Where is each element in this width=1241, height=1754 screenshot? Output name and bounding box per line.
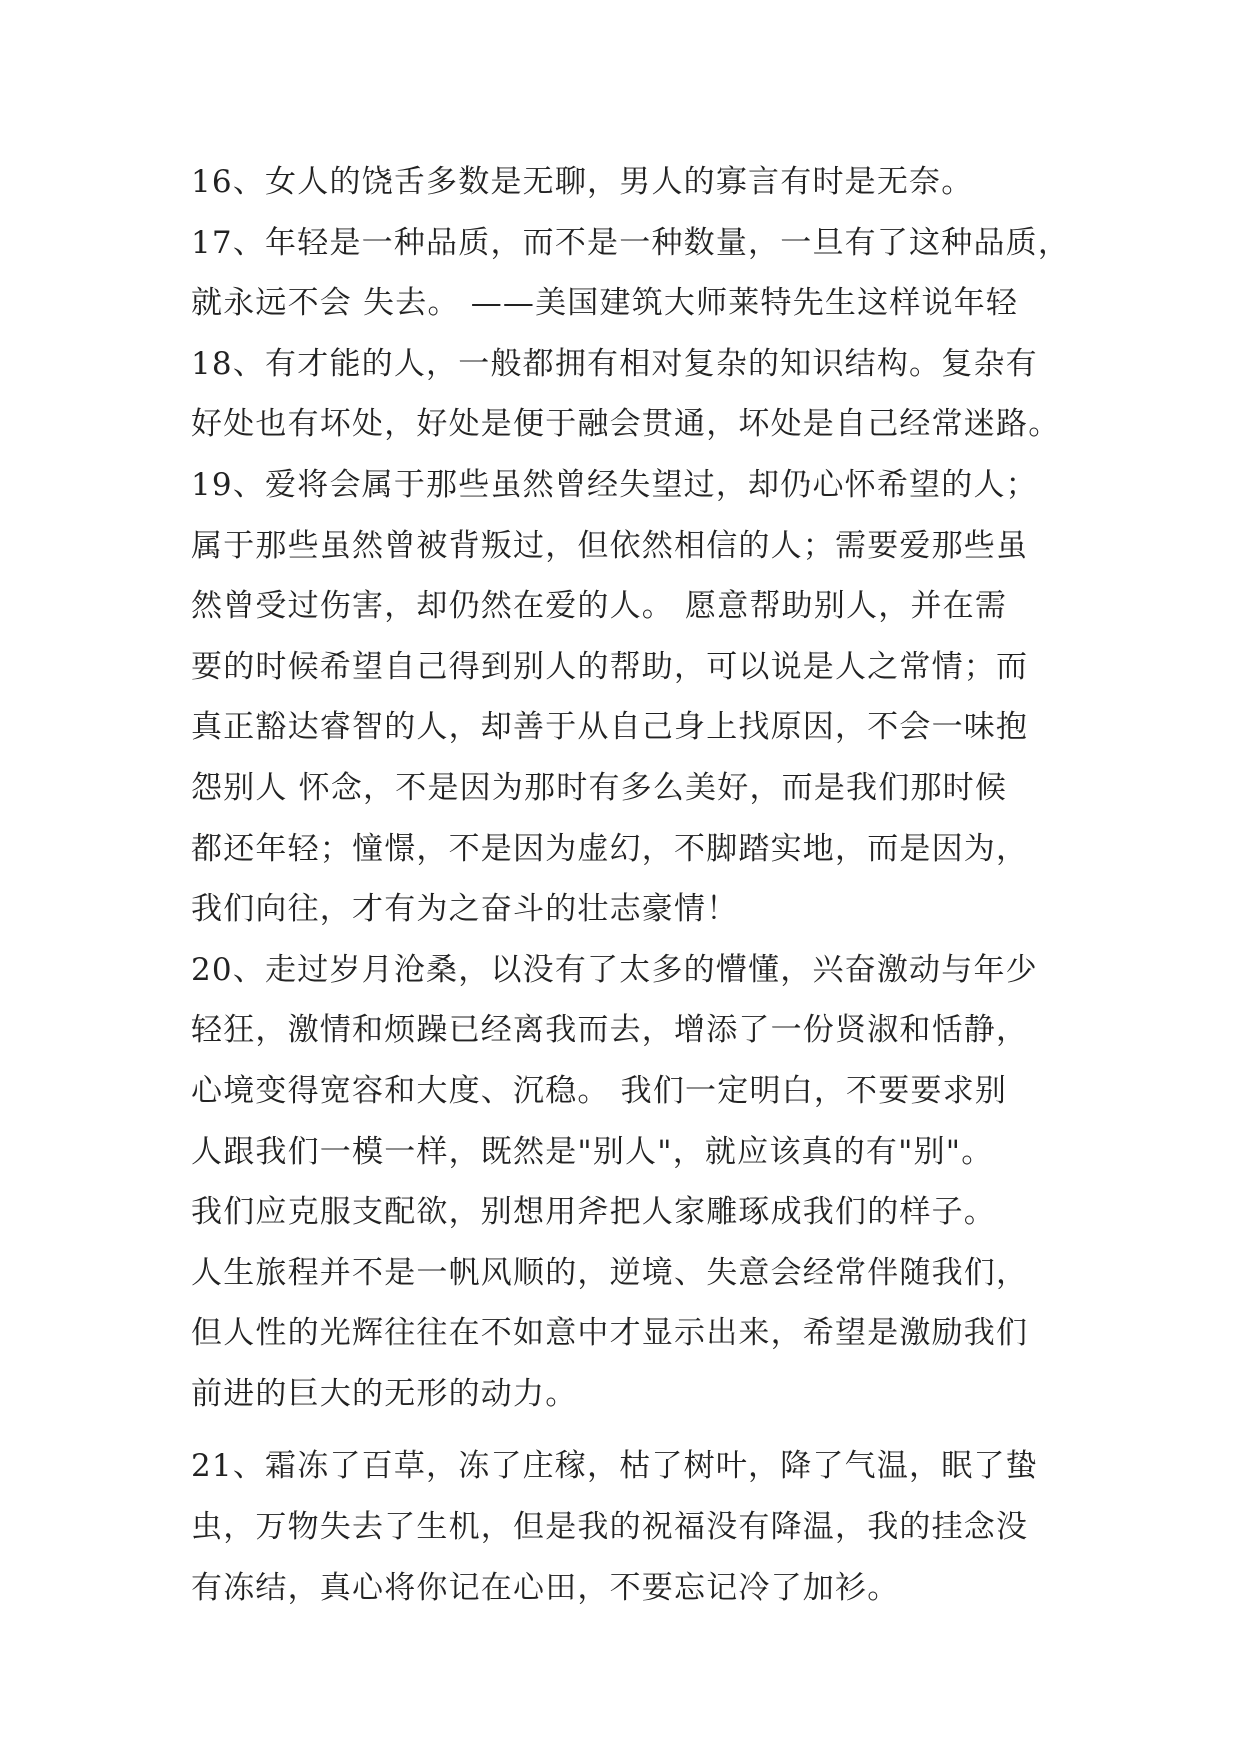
document-body (191, 152, 1071, 1618)
text-line: 我们应克服支配欲，别想用斧把人家雕琢成我们的样子。 (191, 1194, 996, 1231)
text-line: 但人性的光辉往往在不如意中才显示出来，希望是激励我们 (191, 1315, 1029, 1352)
text-line: 21、霜冻了百草，冻了庄稼，枯了树叶，降了气温，眠了蛰 (191, 1448, 1038, 1485)
text-line: 人跟我们一模一样，既然是"别人"，就应该真的有"别"。 (191, 1133, 994, 1170)
text-line: 怨别人 怀念，不是因为那时有多么美好，而是我们那时候 (191, 769, 1008, 806)
text-line: 人生旅程并不是一帆风顺的，逆境、失意会经常伴随我们， (191, 1254, 1029, 1291)
text-line: 好处也有坏处，好处是便于融会贯通，坏处是自己经常迷路。 (191, 406, 1061, 443)
text-line: 19、爱将会属于那些虽然曾经失望过，却仍心怀希望的人； (191, 466, 1038, 503)
text-line: 20、走过岁月沧桑，以没有了太多的懵懂，兴奋激动与年少 (191, 951, 1038, 988)
text-line: 16、女人的饶舌多数是无聊，男人的寡言有时是无奈。 (191, 164, 974, 200)
text-line: 前进的巨大的无形的动力。 (191, 1375, 578, 1412)
text-line: 虫，万物失去了生机，但是我的祝福没有降温，我的挂念没 (191, 1509, 1029, 1546)
text-line: 要的时候希望自己得到别人的帮助，可以说是人之常情；而 (191, 648, 1029, 685)
paragraph-spacer (191, 1424, 1071, 1436)
text-line: 真正豁达睿智的人，却善于从自己身上找原因，不会一味抱 (191, 709, 1029, 746)
text-line: 然曾受过伤害，却仍然在爱的人。 愿意帮助别人，并在需 (191, 588, 1008, 625)
text-line: 属于那些虽然曾被背叛过，但依然相信的人；需要爱那些虽 (191, 527, 1029, 564)
text-line: 我们向往，才有为之奋斗的壮志豪情！ (191, 891, 739, 928)
text-line: 有冻结，真心将你记在心田，不要忘记冷了加衫。 (191, 1569, 900, 1606)
text-line: 18、有才能的人，一般都拥有相对复杂的知识结构。复杂有 (191, 345, 1038, 382)
text-line: 轻狂，激情和烦躁已经离我而去，增添了一份贤淑和恬静， (191, 1012, 1029, 1049)
text-line: 都还年轻；憧憬，不是因为虚幻，不脚踏实地，而是因为， (191, 830, 1029, 867)
text-line: 17、年轻是一种品质，而不是一种数量，一旦有了这种品质， (191, 224, 1071, 261)
text-line: 心境变得宽容和大度、沉稳。 我们一定明白，不要要求别 (191, 1072, 1008, 1109)
text-line: 就永远不会 失去。 ——美国建筑大师莱特先生这样说年轻 (191, 285, 1019, 322)
